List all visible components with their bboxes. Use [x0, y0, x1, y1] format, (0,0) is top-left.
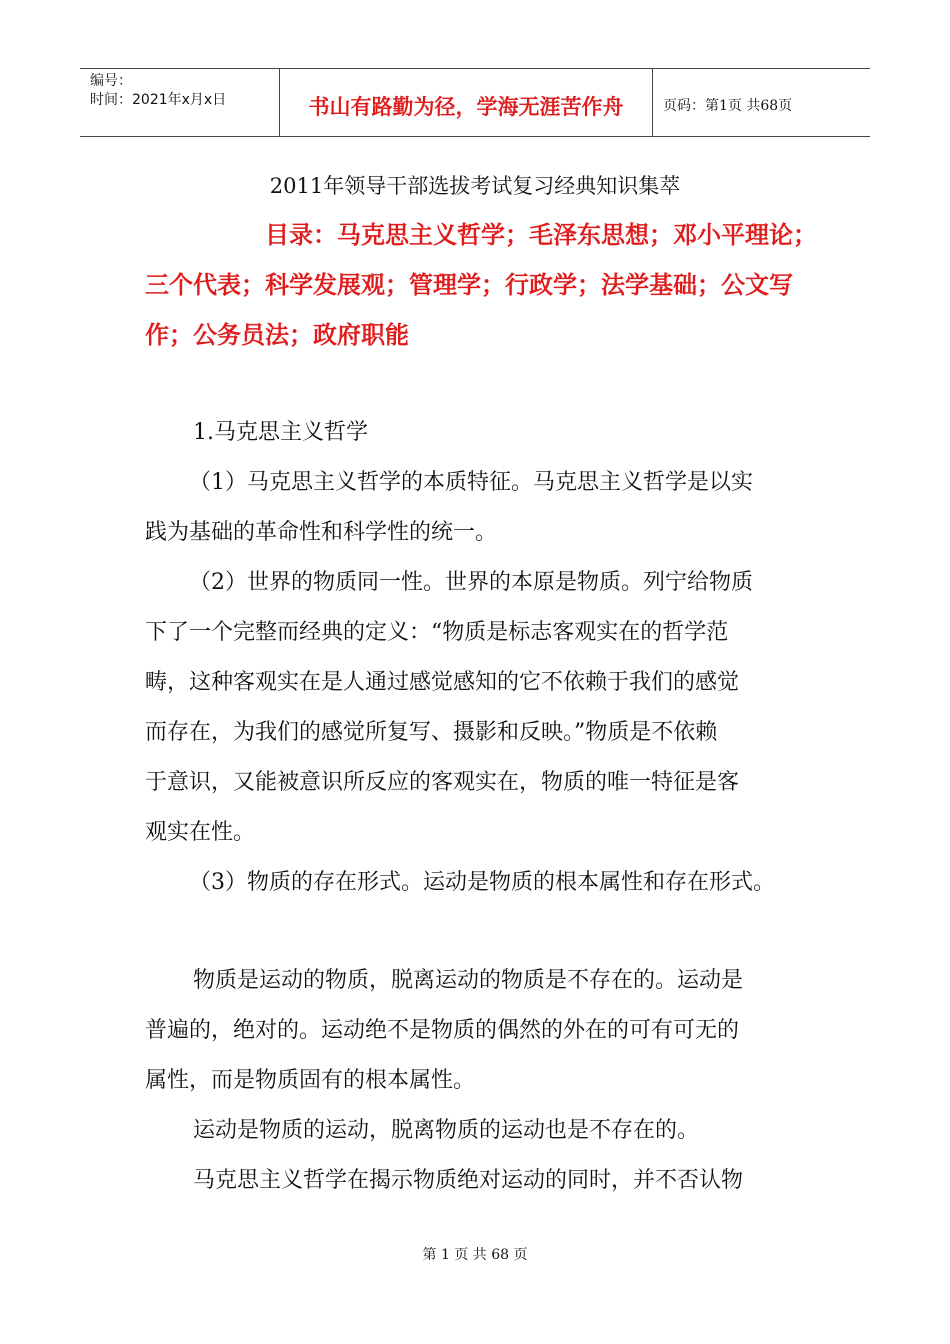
text-line: 而存在，为我们的感觉所复写、摄影和反映。”物质是不依赖	[145, 720, 718, 745]
text-line: 畴，这种客观实在是人通过感觉感知的它不依赖于我们的感觉	[145, 670, 740, 695]
text-line: 属性，而是物质固有的根本属性。	[145, 1068, 476, 1093]
page-footer: 第 1 页 共 68 页	[422, 1247, 528, 1263]
document-title: 2011年领导干部选拔考试复习经典知识集萃	[269, 174, 681, 198]
text-line: 观实在性。	[145, 820, 256, 845]
paragraph-3	[145, 858, 815, 908]
text-line: 于意识，又能被意识所反应的客观实在，物质的唯一特征是客	[145, 770, 740, 795]
header-motto: 书山有路勤为径，学海无涯苦作舟	[280, 69, 653, 136]
section-heading-text: 1.马克思主义哲学	[193, 420, 368, 445]
text-line: 普遍的，绝对的。运动绝不是物质的偶然的外在的可有可无的	[145, 1018, 740, 1043]
text-line: 马克思主义哲学在揭示物质绝对运动的同时，并不否认物	[193, 1168, 744, 1193]
paragraph-1	[145, 458, 815, 558]
toc-line: 三个代表；科学发展观；管理学；行政学；法学基础；公文写	[145, 270, 793, 299]
header-page-info: 页码：第1页 共68页	[663, 97, 793, 114]
text-line: （3）物质的存在形式。运动是物质的根本属性和存在形式。	[189, 870, 775, 895]
toc-line: 作；公务员法；政府职能	[145, 320, 409, 349]
paragraph-5	[145, 1106, 815, 1156]
toc-line: 目录：马克思主义哲学；毛泽东思想；邓小平理论；	[265, 220, 817, 249]
time-label: 时间：2021年x月x日	[90, 92, 227, 108]
paragraph-2	[145, 558, 815, 858]
text-line: 物质是运动的物质，脱离运动的物质是不存在的。运动是	[193, 968, 744, 993]
paragraph-4	[145, 956, 815, 1106]
table-of-contents	[145, 210, 815, 360]
text-line: 运动是物质的运动，脱离物质的运动也是不存在的。	[193, 1118, 700, 1143]
paragraph-6	[145, 1156, 815, 1206]
text-line: （2）世界的物质同一性。世界的本原是物质。列宁给物质	[189, 570, 753, 595]
section-heading	[145, 408, 815, 458]
text-line: 践为基础的革命性和科学性的统一。	[145, 520, 498, 545]
text-line: （1）马克思主义哲学的本质特征。马克思主义哲学是以实	[189, 470, 753, 495]
header-meta-cell	[80, 69, 280, 136]
number-label: 编号：	[90, 73, 132, 89]
text-line: 下了一个完整而经典的定义：“物质是标志客观实在的哲学范	[145, 620, 729, 645]
document-header	[80, 68, 870, 137]
